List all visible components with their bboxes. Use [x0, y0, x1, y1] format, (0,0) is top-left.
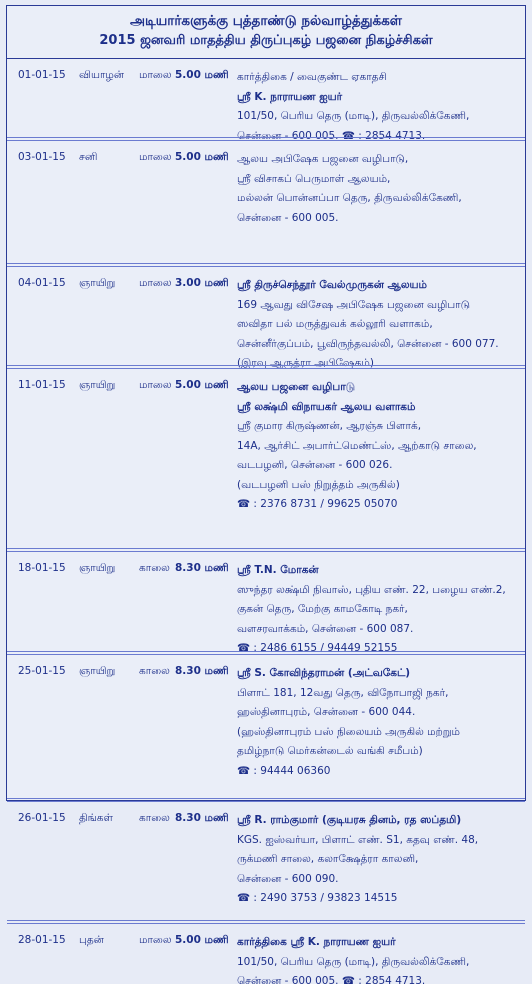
schedule-entry [7, 924, 525, 984]
schedule-entry [7, 369, 525, 552]
entry-detail-line: மல்லன் பொன்னப்பா தெரு, திருவல்லிக்கேணி, [237, 192, 462, 204]
entry-details [237, 561, 517, 655]
entry-detail-line: ஸுந்தர லக்ஷ்மி நிவாஸ், புதிய எண். 22, பழைய எண்.2, [237, 583, 506, 596]
entry-session: மாலை [139, 379, 172, 391]
entry-meta [7, 379, 232, 397]
entry-date: 26-01-15 [18, 812, 66, 824]
entry-date: 25-01-15 [18, 665, 66, 677]
entry-date: 03-01-15 [18, 151, 66, 163]
entry-detail-line: சென்னை - 600 005. [237, 211, 339, 224]
entry-detail-line: சென்னை - 600 005. ☎ : 2854 4713. [237, 129, 426, 141]
schedule-entry [7, 141, 525, 267]
entry-detail-line: தமிழ்நாடு மெர்கன்டைல் வங்கி சமீபம்) [237, 745, 423, 757]
entry-details [237, 664, 517, 781]
entry-heading-line: ஆலய பஜனை வழிபாடு [237, 381, 356, 393]
schedule-entry [7, 802, 525, 924]
entry-detail-line: ஸ்ரீ விசாகப் பெருமாள் ஆலயம், [237, 172, 391, 185]
entry-time: 5.00 மணி [175, 934, 229, 946]
entry-time: 5.00 மணி [175, 379, 229, 391]
entry-session: காலை [139, 665, 170, 677]
entry-heading-line: ஸ்ரீ R. ராம்குமார் (குடியரசு தினம், ரத ஸப்தமி) [237, 814, 462, 826]
entry-time: 3.00 மணி [175, 277, 229, 289]
entry-meta [7, 277, 232, 295]
entry-day: ஞாயிறு [79, 379, 116, 391]
entry-time: 5.00 மணி [175, 69, 229, 81]
entry-time: 8.30 மணி [175, 665, 229, 677]
schedule-entry [7, 267, 525, 369]
schedule-entry [7, 552, 525, 655]
entry-heading-line: ஸ்ரீ லக்ஷ்மி விநாயகர் ஆலய வளாகம் [237, 400, 416, 413]
schedule-header [7, 6, 525, 58]
entry-detail-line: குகன் தெரு, மேற்கு காமகோடி நகர், [237, 603, 408, 615]
entry-details [237, 150, 517, 228]
entry-detail-line: பிளாட் 181, 12வது தெரு, விநோபாஜி நகர், [237, 686, 449, 699]
entry-detail-line: கார்த்திகை / வைகுண்ட ஏகாதசி [237, 71, 387, 83]
entry-detail-line: (வடபழனி பஸ் நிறுத்தம் அருகில்) [237, 478, 400, 491]
entry-detail-line: 101/50, பெரிய தெரு (மாடி), திருவல்லிக்கேணி, [237, 955, 470, 968]
entry-meta [7, 665, 232, 683]
entry-date: 11-01-15 [18, 379, 66, 391]
entry-time: 8.30 மணி [175, 812, 229, 824]
entry-session: மாலை [139, 151, 172, 163]
entry-time: 8.30 மணி [175, 562, 229, 574]
greeting-title: அடியார்களுக்கு புத்தாண்டு நல்வாழ்த்துக்கள் [129, 13, 402, 29]
entry-details [237, 68, 517, 141]
entry-details [237, 933, 517, 984]
entry-session: மாலை [139, 277, 172, 289]
bhajan-schedule-page [6, 5, 526, 984]
entry-date: 04-01-15 [18, 277, 66, 289]
entry-detail-line: சென்னீர்குப்பம், பூவிருந்தவல்லி, சென்னை - 600 077. [237, 337, 499, 350]
entry-details [237, 276, 517, 369]
entry-heading-line: ஸ்ரீ T.N. மோகன் [237, 564, 319, 576]
entry-date: 28-01-15 [18, 934, 66, 946]
entry-day: புதன் [79, 934, 104, 946]
entry-detail-line: 14A, ஆர்சிட் அபார்ட்மெண்ட்ஸ், ஆற்காடு சாலை, [237, 439, 477, 452]
entry-time: 5.00 மணி [175, 151, 229, 163]
entry-day: வியாழன் [79, 69, 125, 81]
schedule-title: 2015 ஜனவரி மாதத்திய திருப்புகழ் பஜனை நிகழ்ச்சிகள் [99, 33, 433, 48]
entry-meta [7, 562, 232, 580]
entry-date: 01-01-15 [18, 69, 66, 81]
entry-detail-line: ☎ : 2376 8731 / 99625 05070 [237, 498, 398, 510]
entry-session: காலை [139, 562, 170, 574]
entry-meta [7, 151, 232, 169]
entry-detail-line: ஸ்ரீ குமார கிருஷ்ணன், ஆரஞ்சு பிளாக், [237, 420, 422, 432]
entry-day: திங்கள் [79, 812, 113, 824]
entry-detail-line: ☎ : 2490 3753 / 93823 14515 [237, 892, 398, 904]
entry-detail-line: சென்னை - 600 005. ☎ : 2854 4713. [237, 975, 426, 984]
entry-session: மாலை [139, 69, 172, 81]
entry-heading-line: கார்த்திகை ஸ்ரீ K. நாராயண ஐயர் [237, 936, 396, 948]
entry-detail-line: ருக்மணி சாலை, கலாக்ஷேத்ரா காலனி, [237, 853, 419, 865]
schedule-entry [7, 59, 525, 141]
entry-detail-line: சென்னை - 600 090. [237, 872, 339, 885]
entry-session: மாலை [139, 934, 172, 946]
entry-details [237, 811, 517, 909]
entry-detail-line: (ஹஸ்தினாபுரம் பஸ் நிலையம் அருகில் மற்றும் [237, 725, 460, 738]
entry-detail-line: KGS. ஐஸ்வர்யா, பிளாட் எண். S1, கதவு எண். 48, [237, 833, 479, 846]
entry-meta [7, 69, 232, 87]
entry-detail-line: ☎ : 94444 06360 [237, 764, 331, 777]
entry-session: காலை [139, 812, 170, 824]
entry-detail-line: ஹஸ்தினாபுரம், சென்னை - 600 044. [237, 706, 416, 718]
entry-day: ஞாயிறு [79, 665, 116, 677]
entry-day: ஞாயிறு [79, 277, 116, 289]
entry-meta [7, 934, 232, 952]
entry-detail-line: வடபழனி, சென்னை - 600 026. [237, 459, 393, 471]
entry-heading-line: ஸ்ரீ S. கோவிந்தராமன் (அட்வகேட்) [237, 667, 411, 679]
entry-day: ஞாயிறு [79, 562, 116, 574]
entry-day: சனி [79, 151, 98, 163]
entry-detail-line: ஆலய அபிஷேக பஜனை வழிபாடு, [237, 153, 409, 165]
entry-meta [7, 812, 232, 830]
entry-detail-line: ☎ : 2486 6155 / 94449 52155 [237, 642, 398, 654]
entry-detail-line: ஸவிதா பல் மருத்துவக் கல்லூரி வளாகம், [237, 318, 433, 330]
entry-detail-line: வளசரவாக்கம், சென்னை - 600 087. [237, 622, 414, 635]
entry-detail-line: 101/50, பெரிய தெரு (மாடி), திருவல்லிக்கேணி, [237, 110, 470, 122]
schedule-entry [7, 655, 525, 802]
entry-heading-line: ஸ்ரீ திருச்செந்தூர் வேல்முருகன் ஆலயம் [237, 279, 427, 291]
entry-heading-line: ஸ்ரீ K. நாராயண ஐயர் [237, 90, 343, 103]
entry-detail-line: 169 ஆவது விசேஷ அபிஷேக பஜனை வழிபாடு [237, 298, 471, 311]
entry-date: 18-01-15 [18, 562, 66, 574]
schedule-list [7, 59, 525, 984]
entry-detail-line: (இரவு ஆருத்ரா அபிஷேகம்) [237, 357, 374, 369]
entry-details [237, 378, 517, 515]
